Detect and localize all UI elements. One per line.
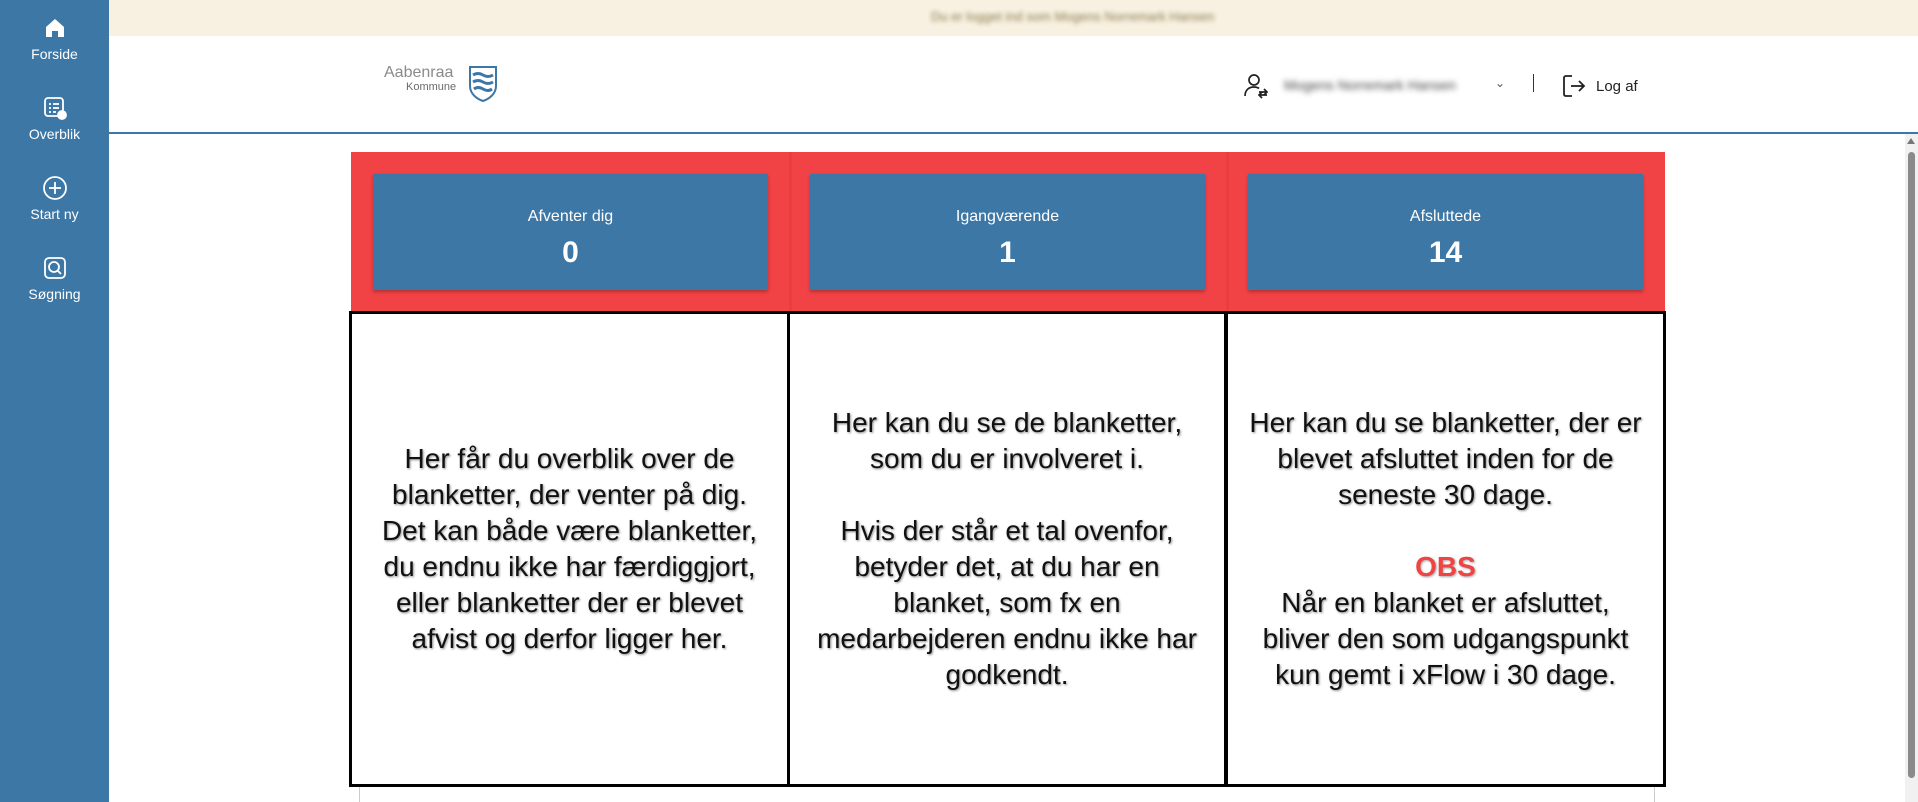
explanation-content (808, 405, 1206, 693)
stat-value: 1 (999, 236, 1016, 269)
paragraph-spacer (1246, 513, 1645, 549)
paragraph-spacer (808, 477, 1206, 513)
sidebar-item-overblik[interactable] (0, 95, 109, 155)
banner-text: Du er logget ind som Mogens Norremark Hansen (931, 9, 1215, 24)
logout-icon[interactable] (1560, 72, 1588, 105)
status-overview-panel (351, 152, 1665, 311)
search-icon (42, 255, 68, 281)
overview-list-icon (42, 95, 68, 121)
scrollbar-thumb[interactable] (1908, 152, 1915, 778)
explanation-text: Her kan du se de blanketter, som du er involveret i. (831, 407, 1183, 474)
home-icon (42, 15, 68, 41)
explanation-text: Hvis der står et tal ovenfor, betyder det, at du har en blanket, som fx en medarbejderen endnu ikke har godkendt. (817, 515, 1197, 690)
explanation-text: Her kan du se blanketter, der er blevet afsluttet inden for de seneste 30 dage. (1249, 407, 1642, 510)
stat-label: Afventer dig (527, 208, 614, 225)
explanation-text: Her får du overblik over de blanketter, der venter på dig. Det kan både være blanketter, du endnu ikke har færdiggjort, eller blanketter der er blevet afvist og derfor ligger her. (381, 443, 758, 654)
sidebar-item-label: Start ny (30, 206, 79, 222)
explanation-afsluttede (1225, 311, 1666, 787)
sidebar-item-start-ny[interactable] (0, 175, 109, 235)
logout-link[interactable]: Log af (1596, 78, 1638, 95)
explanation-igangvaerende (787, 311, 1227, 787)
user-switch-icon[interactable] (1242, 72, 1270, 105)
stat-divider (789, 152, 792, 311)
content-frame-edge (1654, 787, 1655, 802)
stat-label: Igangværende (955, 208, 1060, 225)
plus-circle-icon (42, 175, 68, 201)
explanation-text: Når en blanket er afsluttet, bliver den som udgangspunkt kun gemt i xFlow i 30 dage. (1262, 587, 1629, 690)
logo[interactable] (384, 64, 504, 108)
scroll-up-arrow-icon[interactable] (1907, 138, 1915, 144)
obs-heading: OBS (1415, 551, 1476, 582)
stat-label: Afsluttede (1409, 208, 1482, 225)
stat-divider (1226, 152, 1229, 311)
explanation-afventer (349, 311, 790, 787)
login-banner (109, 0, 1918, 36)
sidebar-item-label: Overblik (28, 126, 81, 142)
header-divider (1533, 74, 1534, 92)
shield-icon (469, 66, 497, 107)
user-name[interactable]: Mogens Norremark Hansen (1284, 77, 1456, 93)
stat-value: 14 (1428, 236, 1463, 269)
stat-value: 0 (562, 236, 579, 269)
logo-name: Aabenraa (384, 64, 454, 81)
explanation-content (1246, 405, 1645, 693)
sidebar-item-forside[interactable] (0, 15, 109, 75)
sidebar (0, 0, 109, 802)
stat-card-afventer[interactable] (373, 174, 768, 290)
sidebar-item-label: Forside (31, 46, 78, 62)
stat-card-afsluttede[interactable] (1248, 174, 1643, 290)
chevron-down-icon[interactable]: ⌄ (1495, 76, 1506, 90)
content-frame-edge (359, 787, 360, 802)
header (109, 36, 1918, 134)
sidebar-item-label: Søgning (28, 286, 81, 302)
sidebar-item-sogning[interactable] (0, 255, 109, 315)
logo-sub: Kommune (406, 81, 457, 93)
stat-card-igangvaerende[interactable] (810, 174, 1205, 290)
